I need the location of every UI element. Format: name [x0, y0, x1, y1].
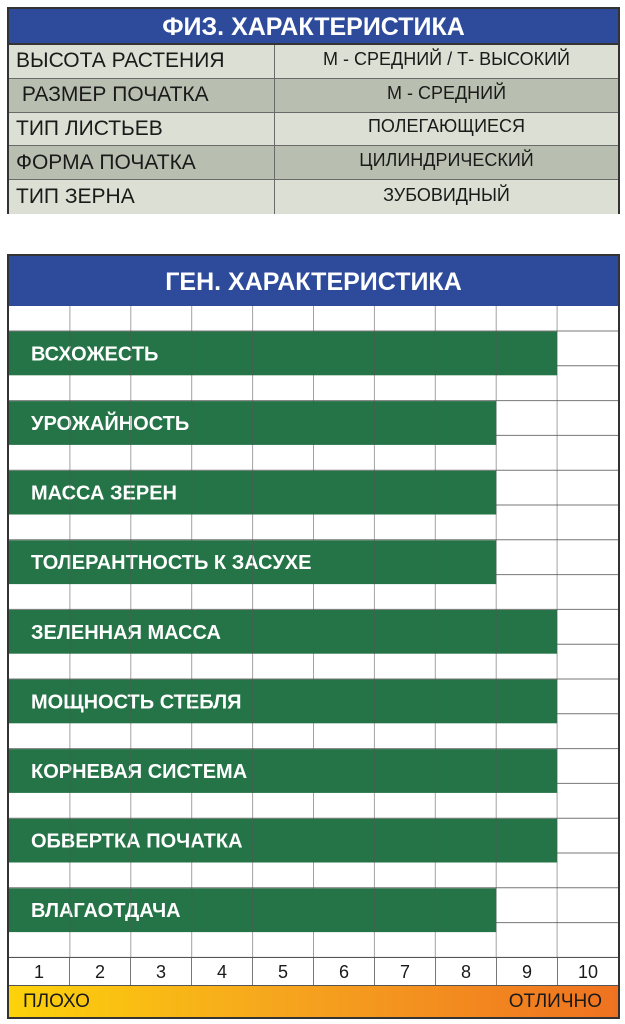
table-row: [9, 180, 618, 214]
genetic-characteristics-chart: [7, 254, 620, 1019]
tick-label: 2: [69, 958, 130, 985]
row-value: ЗУБОВИДНЫЙ: [383, 184, 510, 205]
tick-label: 8: [435, 958, 496, 985]
bar-label: ОБВЕРТКА ПОЧАТКА: [31, 830, 243, 853]
bar-label: ЗЕЛЕННАЯ МАССА: [31, 621, 221, 644]
row-label: ВЫСОТА РАСТЕНИЯ: [9, 45, 275, 78]
tick-label: 10: [557, 958, 618, 985]
table-row: [9, 45, 618, 79]
bar-label: КОРНЕВАЯ СИСТЕМА: [31, 761, 248, 783]
row-label: РАЗМЕР ПОЧАТКА: [9, 79, 275, 112]
table-row: [9, 146, 618, 180]
chart-plot-area: [9, 256, 618, 957]
row-value: ПОЛЕГАЮЩИЕСЯ: [367, 116, 526, 137]
scale-high-label: ОТЛИЧНО: [508, 990, 602, 1012]
row-label: ТИП ЗЕРНА: [9, 180, 275, 214]
genetic-chart-title: ГЕН. ХАРАКТЕРИСТИКА: [9, 256, 618, 306]
table-row: [9, 79, 618, 113]
row-label: ФОРМА ПОЧАТКА: [9, 146, 275, 179]
bar-label: МОЩНОСТЬ СТЕБЛЯ: [31, 691, 242, 714]
row-value: М - СРЕДНИЙ: [386, 82, 507, 103]
bar-label: ТОЛЕРАНТНОСТЬ К ЗАСУХЕ: [31, 552, 312, 575]
table-row: [9, 113, 618, 147]
quality-scale-bar: [9, 985, 618, 1017]
tick-label: 9: [496, 958, 557, 985]
scale-low-label: ПЛОХО: [23, 990, 90, 1012]
bar-label: ВЛАГАОТДАЧА: [31, 900, 181, 923]
tick-label: 4: [191, 958, 252, 985]
physical-table-title: ФИЗ. ХАРАКТЕРИСТИКА: [9, 9, 618, 45]
bar-label: УРОЖАЙНОСТЬ: [31, 413, 190, 435]
tick-label: 7: [374, 958, 435, 985]
bar-label: ВСХОЖЕСТЬ: [31, 343, 159, 366]
row-label: ТИП ЛИСТЬЕВ: [9, 113, 275, 146]
physical-characteristics-table: [7, 7, 620, 214]
tick-label: 1: [33, 962, 44, 982]
bar-label: МАССА ЗЕРЕН: [31, 482, 177, 505]
tick-label: 5: [252, 958, 313, 985]
tick-label: 6: [313, 958, 374, 985]
row-value: М - СРЕДНИЙ / Т- ВЫСОКИЙ: [323, 48, 570, 69]
row-value: ЦИЛИНДРИЧЕСКИЙ: [359, 150, 534, 171]
x-axis-ticks: [9, 957, 618, 985]
tick-label: 3: [130, 958, 191, 985]
